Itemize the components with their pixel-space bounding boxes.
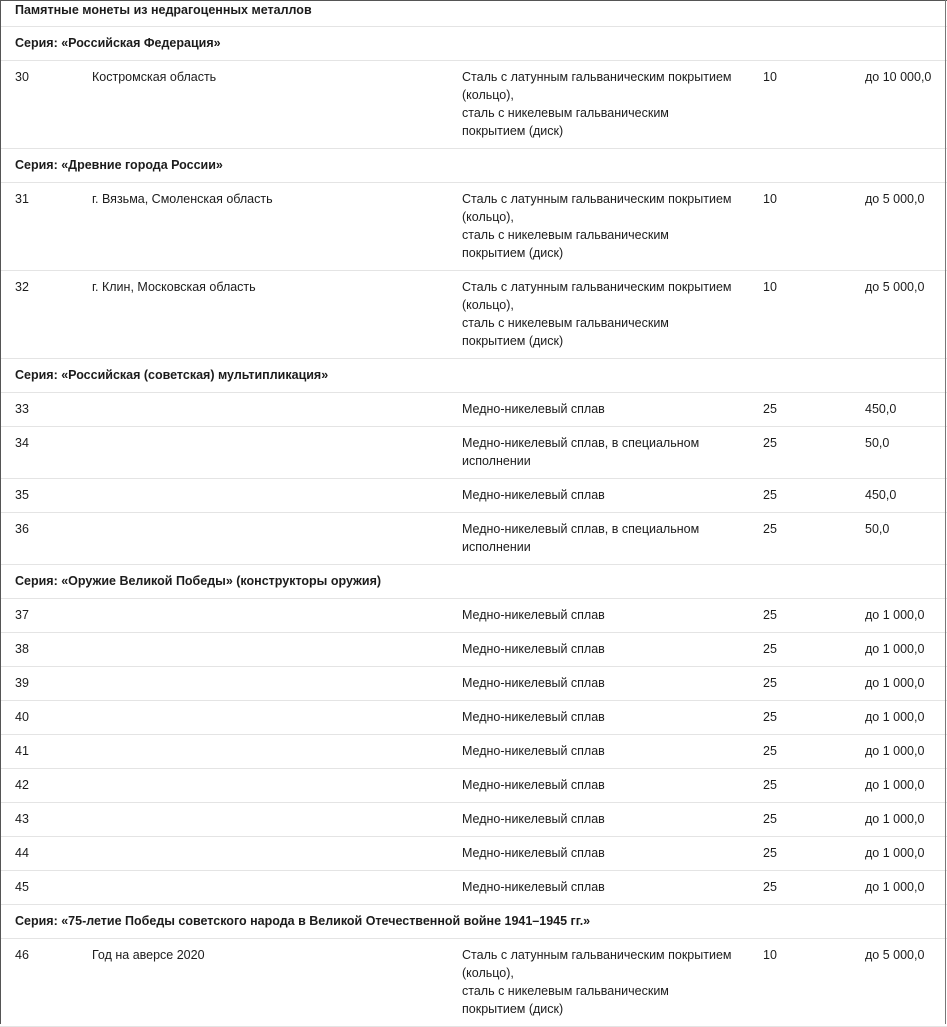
material-line: сталь с никелевым гальваническим xyxy=(462,984,669,998)
coin-name: Костромская область xyxy=(92,70,217,84)
coin-material xyxy=(462,776,752,794)
table-row xyxy=(0,939,947,1027)
coin-material xyxy=(462,606,752,624)
row-number: 43 xyxy=(15,812,29,826)
coin-mintage: до 1 000,0 xyxy=(865,676,925,690)
coin-denomination: 10 xyxy=(763,948,777,962)
coin-mintage: до 1 000,0 xyxy=(865,608,925,622)
material-line: сталь с никелевым гальваническим xyxy=(462,106,669,120)
series-heading: Серия: «Российская (советская) мультипликация» xyxy=(0,359,947,393)
coin-material xyxy=(462,878,752,896)
material-line: Медно-никелевый сплав xyxy=(462,880,605,894)
coin-material xyxy=(462,486,752,504)
material-line: покрытием (диск) xyxy=(462,1002,564,1016)
material-line: Медно-никелевый сплав xyxy=(462,676,605,690)
material-line: Медно-никелевый сплав, в специальном xyxy=(462,436,700,450)
coin-material xyxy=(462,520,752,556)
coin-mintage: до 1 000,0 xyxy=(865,710,925,724)
row-number: 35 xyxy=(15,488,29,502)
material-line: (кольцо), xyxy=(462,88,514,102)
coin-denomination: 25 xyxy=(763,710,777,724)
coin-denomination: 10 xyxy=(763,192,777,206)
table-row xyxy=(0,633,947,667)
series-heading: Серия: «75-летие Победы советского народа в Великой Отечественной войне 1941–1945 гг.» xyxy=(0,905,947,939)
coin-mintage: до 1 000,0 xyxy=(865,744,925,758)
material-line: Медно-никелевый сплав xyxy=(462,608,605,622)
coin-denomination: 25 xyxy=(763,880,777,894)
coin-denomination: 10 xyxy=(763,70,777,84)
series-heading: Серия: «Оружие Великой Победы» (конструкторы оружия) xyxy=(0,565,947,599)
table-row xyxy=(0,769,947,803)
coin-mintage: до 10 000,0 xyxy=(865,70,932,84)
coin-material xyxy=(462,844,752,862)
coin-denomination: 25 xyxy=(763,488,777,502)
material-line: Медно-никелевый сплав xyxy=(462,710,605,724)
coin-material xyxy=(462,640,752,658)
coin-material xyxy=(462,810,752,828)
coin-denomination: 25 xyxy=(763,846,777,860)
material-line: Сталь с латунным гальваническим покрытием xyxy=(462,192,732,206)
coin-mintage: до 5 000,0 xyxy=(865,948,925,962)
material-line: Сталь с латунным гальваническим покрытием xyxy=(462,70,732,84)
coin-material xyxy=(462,68,752,140)
material-line: Сталь с латунным гальваническим покрытием xyxy=(462,280,732,294)
coin-mintage: до 1 000,0 xyxy=(865,846,925,860)
coin-denomination: 25 xyxy=(763,778,777,792)
coin-denomination: 25 xyxy=(763,436,777,450)
material-line: (кольцо), xyxy=(462,966,514,980)
material-line: исполнении xyxy=(462,454,531,468)
row-number: 36 xyxy=(15,522,29,536)
coin-material xyxy=(462,434,752,470)
row-number: 46 xyxy=(15,948,29,962)
coin-mintage: до 1 000,0 xyxy=(865,812,925,826)
coin-denomination: 25 xyxy=(763,608,777,622)
row-number: 33 xyxy=(15,402,29,416)
coin-mintage: 450,0 xyxy=(865,402,897,416)
row-number: 38 xyxy=(15,642,29,656)
coin-mintage: 50,0 xyxy=(865,436,890,450)
table-row xyxy=(0,513,947,565)
row-number: 44 xyxy=(15,846,29,860)
coin-material xyxy=(462,946,752,1018)
coin-material xyxy=(462,190,752,262)
material-line: (кольцо), xyxy=(462,298,514,312)
coin-name: Год на аверсе 2020 xyxy=(92,948,205,962)
table-row xyxy=(0,701,947,735)
row-number: 40 xyxy=(15,710,29,724)
coin-material xyxy=(462,278,752,350)
table-row xyxy=(0,599,947,633)
table-row xyxy=(0,735,947,769)
table-row xyxy=(0,183,947,271)
coin-mintage: до 5 000,0 xyxy=(865,280,925,294)
material-line: Медно-никелевый сплав xyxy=(462,778,605,792)
series-heading: Серия: «Древние города России» xyxy=(0,149,947,183)
row-number: 39 xyxy=(15,676,29,690)
material-line: (кольцо), xyxy=(462,210,514,224)
table-row xyxy=(0,667,947,701)
coin-denomination: 25 xyxy=(763,744,777,758)
coin-denomination: 25 xyxy=(763,676,777,690)
coin-mintage: до 1 000,0 xyxy=(865,880,925,894)
table-row xyxy=(0,393,947,427)
page-title: Памятные монеты из недрагоценных металлов xyxy=(0,0,947,27)
material-line: Медно-никелевый сплав xyxy=(462,846,605,860)
table-row xyxy=(0,837,947,871)
coin-material xyxy=(462,400,752,418)
row-number: 41 xyxy=(15,744,29,758)
coin-name: г. Клин, Московская область xyxy=(92,280,256,294)
table-row xyxy=(0,803,947,837)
material-line: сталь с никелевым гальваническим xyxy=(462,316,669,330)
table-row xyxy=(0,871,947,905)
material-line: исполнении xyxy=(462,540,531,554)
coin-mintage: 50,0 xyxy=(865,522,890,536)
row-number: 31 xyxy=(15,192,29,206)
coin-material xyxy=(462,742,752,760)
series-heading: Серия: «Российская Федерация» xyxy=(0,27,947,61)
table-row xyxy=(0,61,947,149)
material-line: покрытием (диск) xyxy=(462,246,564,260)
material-line: Медно-никелевый сплав xyxy=(462,488,605,502)
coin-mintage: до 5 000,0 xyxy=(865,192,925,206)
coin-denomination: 25 xyxy=(763,812,777,826)
coin-denomination: 25 xyxy=(763,402,777,416)
row-number: 45 xyxy=(15,880,29,894)
coin-denomination: 25 xyxy=(763,522,777,536)
material-line: Сталь с латунным гальваническим покрытием xyxy=(462,948,732,962)
row-number: 37 xyxy=(15,608,29,622)
coin-name: г. Вязьма, Смоленская область xyxy=(92,192,273,206)
row-number: 42 xyxy=(15,778,29,792)
coins-table xyxy=(0,27,947,1027)
coin-mintage: до 1 000,0 xyxy=(865,642,925,656)
material-line: покрытием (диск) xyxy=(462,124,564,138)
material-line: Медно-никелевый сплав xyxy=(462,744,605,758)
coin-material xyxy=(462,674,752,692)
material-line: Медно-никелевый сплав xyxy=(462,402,605,416)
row-number: 32 xyxy=(15,280,29,294)
coin-material xyxy=(462,708,752,726)
table-row xyxy=(0,427,947,479)
coin-denomination: 10 xyxy=(763,280,777,294)
coin-mintage: до 1 000,0 xyxy=(865,778,925,792)
material-line: Медно-никелевый сплав, в специальном xyxy=(462,522,700,536)
table-row xyxy=(0,271,947,359)
material-line: сталь с никелевым гальваническим xyxy=(462,228,669,242)
top-border xyxy=(0,0,947,1)
table-row xyxy=(0,479,947,513)
coin-denomination: 25 xyxy=(763,642,777,656)
material-line: Медно-никелевый сплав xyxy=(462,812,605,826)
material-line: Медно-никелевый сплав xyxy=(462,642,605,656)
row-number: 30 xyxy=(15,70,29,84)
coin-mintage: 450,0 xyxy=(865,488,897,502)
row-number: 34 xyxy=(15,436,29,450)
material-line: покрытием (диск) xyxy=(462,334,564,348)
